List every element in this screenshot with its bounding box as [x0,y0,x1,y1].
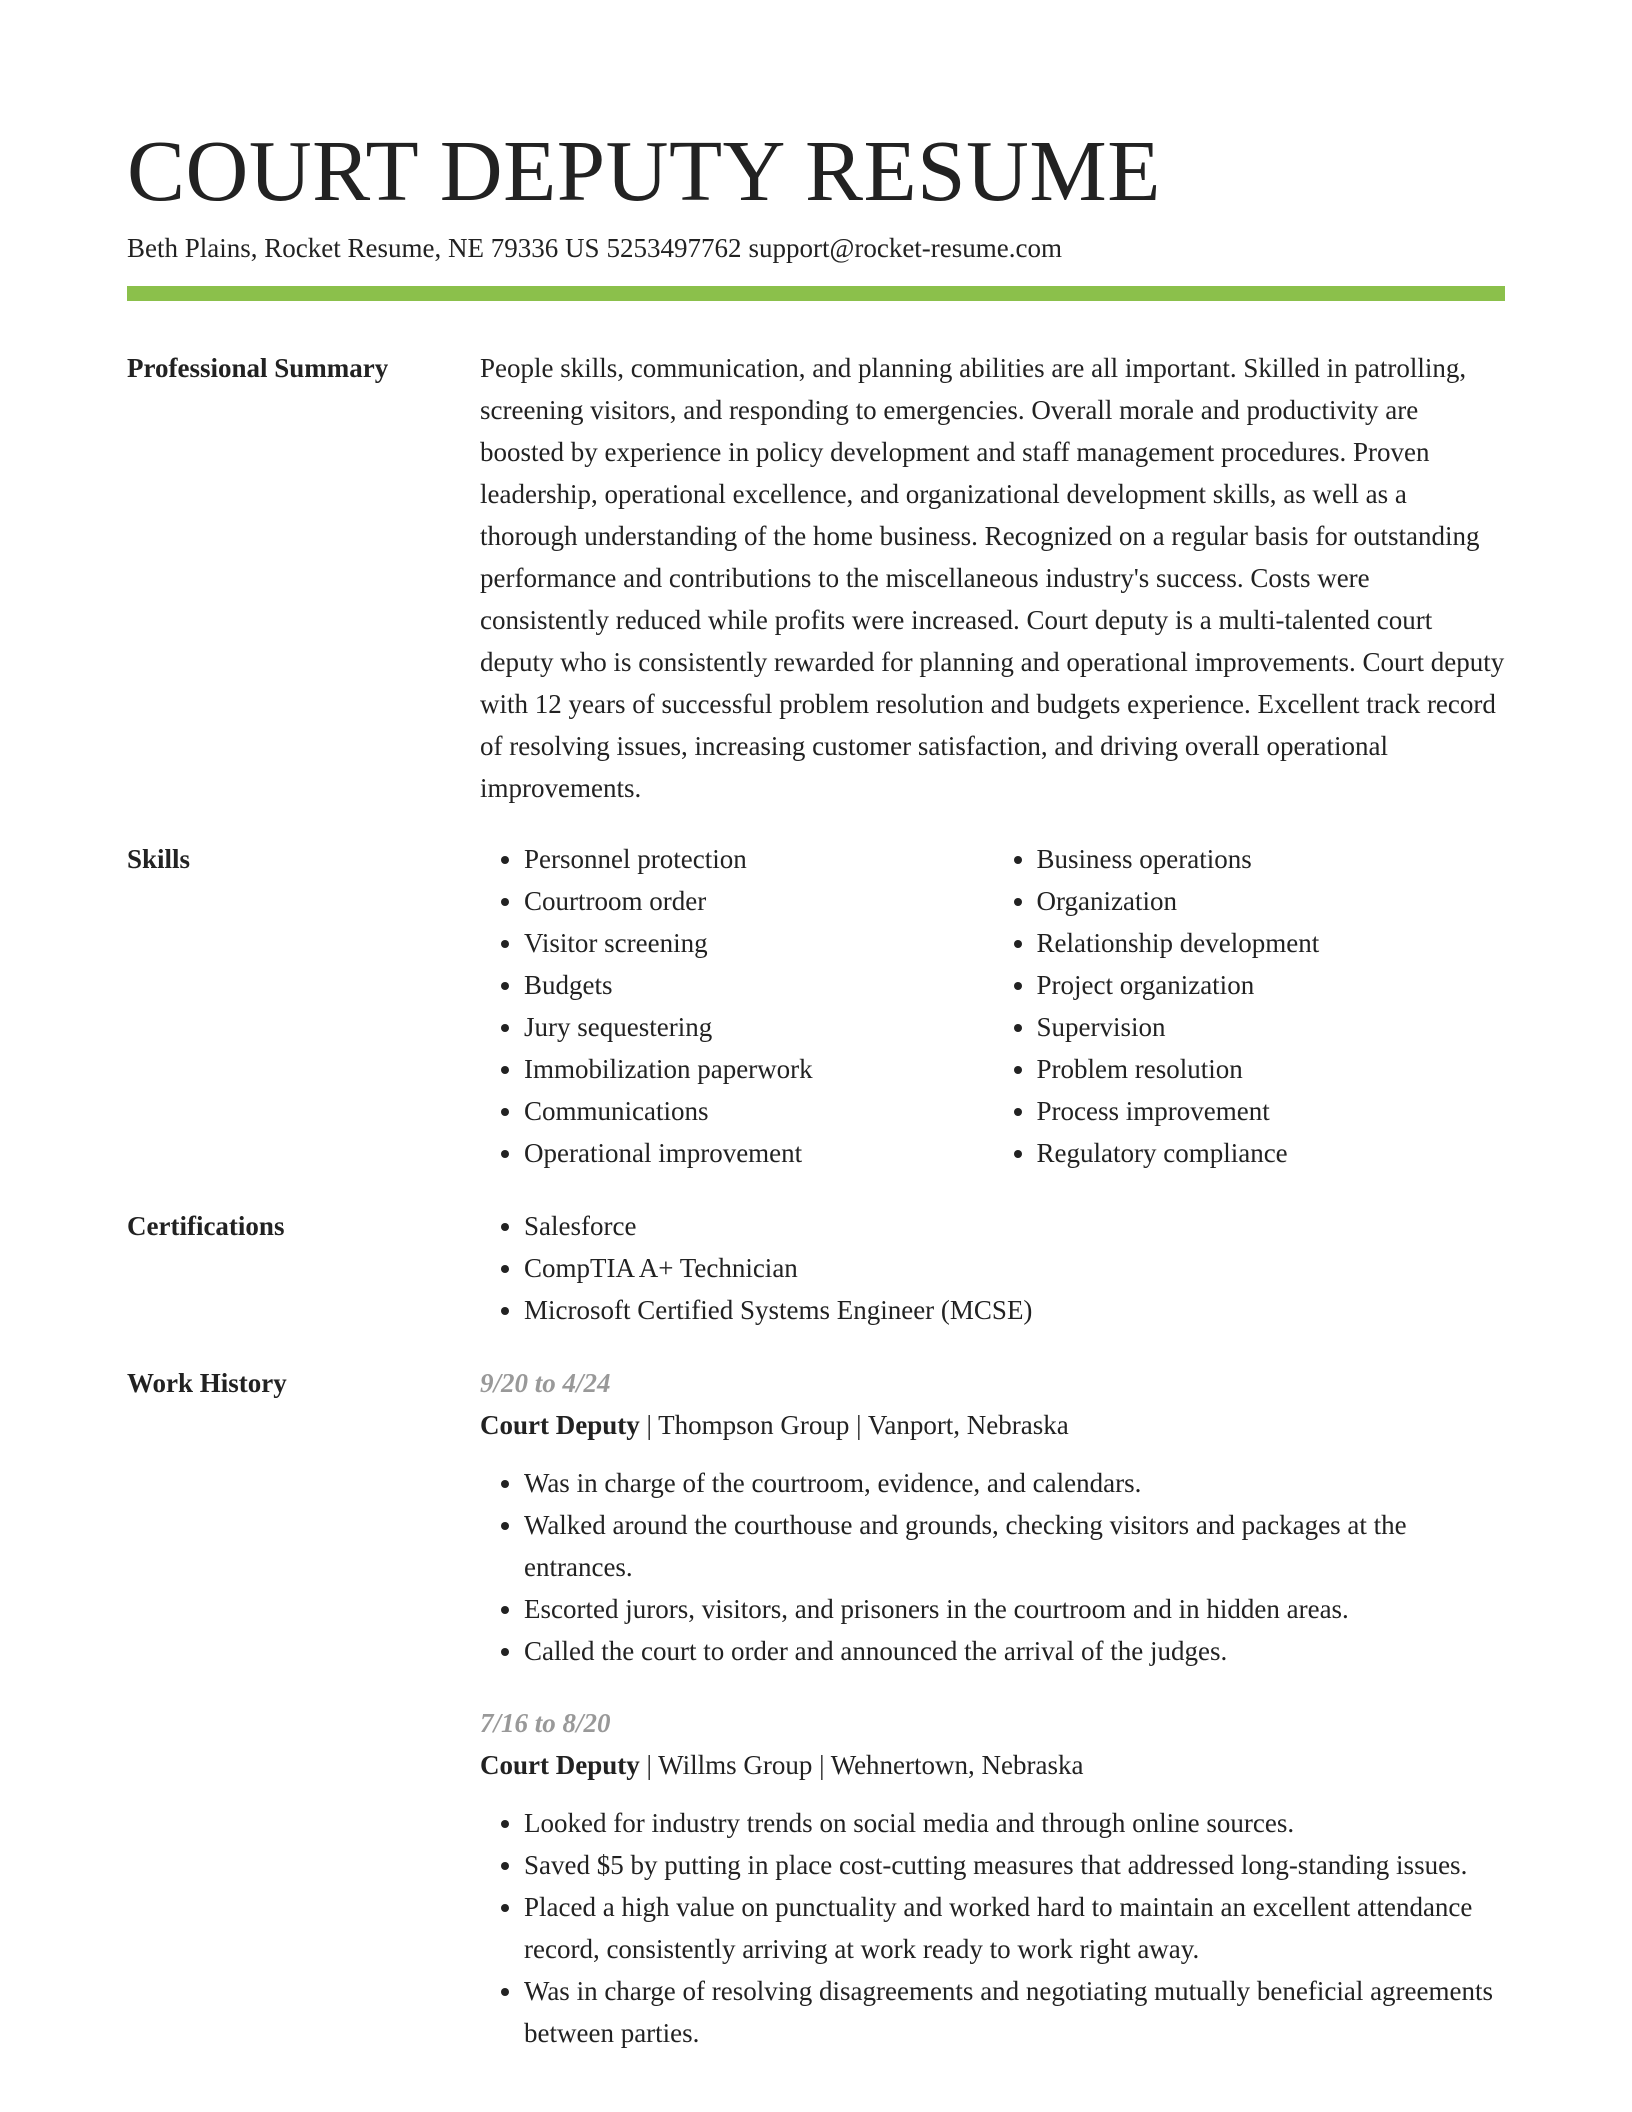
skills-list-left [480,838,993,1174]
job-details: | Thompson Group | Vanport, Nebraska [639,1410,1069,1440]
job-bullet: • Placed a high value on punctuality and worked hard to maintain an excellent attendance record, consistently arriving at work ready to work right away. [524,1886,1505,1970]
contact-address: Beth Plains, Rocket Resume, NE 79336 US [127,233,600,263]
skill-item: • Budgets [524,964,993,1006]
contact-phone: 5253497762 [606,233,742,263]
skill-item: • Visitor screening [524,922,993,964]
certifications-list [480,1205,1505,1331]
job-bullet: • Walked around the courthouse and grounds, checking visitors and packages at the entrances. [524,1504,1505,1588]
job-bullets [480,1802,1505,2054]
skill-item: • Relationship development [1037,922,1506,964]
summary-heading: Professional Summary [127,353,389,383]
certification-item: • Microsoft Certified Systems Engineer (MCSE) [524,1289,1505,1331]
job-title-line [480,1404,1505,1446]
certification-item: • Salesforce [524,1205,1505,1247]
skills-heading: Skills [127,844,191,874]
skill-item: • Courtroom order [524,880,993,922]
summary-content [480,347,1505,809]
job-entry [480,1362,1505,1672]
job-role: Court Deputy [480,1410,640,1440]
skill-item: • Operational improvement [524,1132,993,1174]
resume-title: COURT DEPUTY RESUME [127,122,1161,219]
skill-item: • Organization [1037,880,1506,922]
skill-item: • Business operations [1037,838,1506,880]
skill-item: • Communications [524,1090,993,1132]
job-bullet: • Saved $5 by putting in place cost-cutting measures that addressed long-standing issues. [524,1844,1505,1886]
job-bullet: • Was in charge of the courtroom, evidence, and calendars. [524,1462,1505,1504]
job-bullet: • Escorted jurors, visitors, and prisoners in the courtroom and in hidden areas. [524,1588,1505,1630]
job-dates: 9/20 to 4/24 [480,1368,611,1398]
skill-item: • Immobilization paperwork [524,1048,993,1090]
skill-item: • Regulatory compliance [1037,1132,1506,1174]
skill-item: • Project organization [1037,964,1506,1006]
summary-text: People skills, communication, and planning abilities are all important. Skilled in patrolling, screening visitors, and responding to emergencies. Overall morale and productivity are boosted by experience in policy development and staff management procedures. Proven leadership, operational excellence, and organizational development skills, as well as a thorough understanding of the home business. Recognized on a regular basis for outstanding performance and contributions to the miscellaneous industry's success. Costs were consistently reduced while profits were increased. Court deputy is a multi-talented court deputy who is consistently rewarded for planning and operational improvements. Court deputy with 12 years of successful problem resolution and budgets experience. Excellent track record of resolving issues, increasing customer satisfaction, and driving overall operational improvements. [480,353,1505,803]
job-entry [480,1702,1505,2054]
skill-item: • Jury sequestering [524,1006,993,1048]
job-bullets [480,1462,1505,1672]
certifications-content [480,1205,1505,1331]
job-details: | Willms Group | Wehnertown, Nebraska [639,1750,1084,1780]
job-bullet: • Was in charge of resolving disagreements and negotiating mutually beneficial agreements between parties. [524,1970,1505,2054]
contact-email: support@rocket-resume.com [748,233,1063,263]
certification-item: • CompTIA A+ Technician [524,1247,1505,1289]
skill-item: • Problem resolution [1037,1048,1506,1090]
job-bullet: • Looked for industry trends on social media and through online sources. [524,1802,1505,1844]
skills-list-right [993,838,1506,1174]
header-divider [127,286,1505,301]
work-history-heading: Work History [127,1368,287,1398]
job-dates: 7/16 to 8/20 [480,1708,611,1738]
job-role: Court Deputy [480,1750,640,1780]
skills-grid [480,838,1505,1174]
skill-item: • Personnel protection [524,838,993,880]
skill-item: • Process improvement [1037,1090,1506,1132]
skill-item: • Supervision [1037,1006,1506,1048]
certifications-heading: Certifications [127,1211,285,1241]
job-title-line [480,1744,1505,1786]
job-bullet: • Called the court to order and announced the arrival of the judges. [524,1630,1505,1672]
contact-line [127,230,1062,266]
